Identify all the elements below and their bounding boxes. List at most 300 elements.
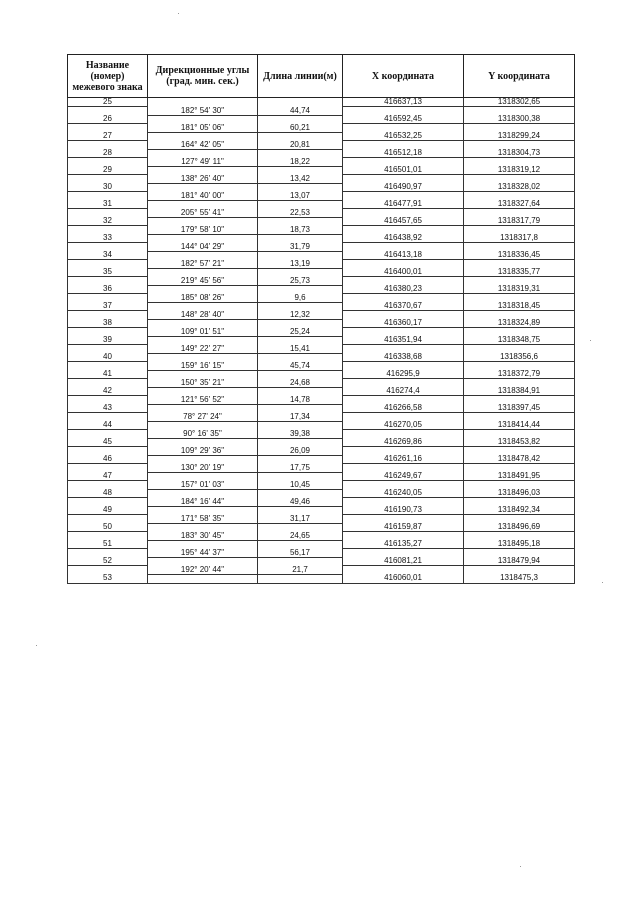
empty-cell <box>68 328 148 337</box>
segment-row <box>68 328 575 337</box>
x-coordinate: 416060,01 <box>343 574 464 583</box>
line-length: 18,73 <box>258 226 343 235</box>
marker-name: 31 <box>68 200 148 209</box>
empty-cell <box>464 107 575 116</box>
marker-name: 33 <box>68 234 148 243</box>
line-length: 13,19 <box>258 260 343 269</box>
x-coordinate: 416190,73 <box>343 506 464 515</box>
empty-cell <box>148 489 258 498</box>
x-coordinate: 416266,58 <box>343 404 464 413</box>
empty-cell <box>68 464 148 473</box>
empty-cell <box>258 183 343 192</box>
empty-cell <box>464 498 575 507</box>
x-coordinate: 416477,91 <box>343 200 464 209</box>
direction-angle: 182° 54' 30" <box>148 107 258 116</box>
marker-name: 41 <box>68 370 148 379</box>
point-row <box>68 574 575 583</box>
direction-angle: 144° 04' 29" <box>148 243 258 252</box>
empty-cell <box>464 430 575 439</box>
x-coordinate: 416249,67 <box>343 472 464 481</box>
direction-angle: 157° 01' 03" <box>148 481 258 490</box>
empty-cell <box>68 158 148 167</box>
empty-cell <box>258 166 343 175</box>
empty-cell <box>343 515 464 524</box>
y-coordinate: 1318356,6 <box>464 353 575 362</box>
empty-cell <box>464 447 575 456</box>
line-length: 20,81 <box>258 141 343 150</box>
y-coordinate: 1318491,95 <box>464 472 575 481</box>
point-row <box>68 200 575 209</box>
direction-angle: 164° 42' 05" <box>148 141 258 150</box>
segment-row <box>68 294 575 303</box>
empty-cell <box>343 464 464 473</box>
empty-cell <box>258 387 343 396</box>
y-coordinate: 1318317,8 <box>464 234 575 243</box>
point-row <box>68 166 575 175</box>
line-length: 44,74 <box>258 107 343 116</box>
scan-speck <box>178 13 179 14</box>
segment-row <box>68 549 575 558</box>
segment-row <box>68 464 575 473</box>
empty-cell <box>68 481 148 490</box>
empty-cell <box>68 413 148 422</box>
x-coordinate: 416400,01 <box>343 268 464 277</box>
empty-cell <box>148 421 258 430</box>
marker-name: 53 <box>68 574 148 583</box>
empty-cell <box>464 379 575 388</box>
empty-cell <box>68 124 148 133</box>
direction-angle: 205° 55' 41" <box>148 209 258 218</box>
line-length: 14,78 <box>258 396 343 405</box>
empty-cell <box>464 260 575 269</box>
line-length: 17,34 <box>258 413 343 422</box>
empty-cell <box>148 217 258 226</box>
y-coordinate: 1318384,91 <box>464 387 575 396</box>
empty-cell <box>258 370 343 379</box>
empty-cell <box>258 540 343 549</box>
point-row <box>68 370 575 379</box>
empty-cell <box>68 277 148 286</box>
x-coordinate: 416240,05 <box>343 489 464 498</box>
empty-cell <box>343 243 464 252</box>
empty-cell <box>343 498 464 507</box>
empty-cell <box>464 413 575 422</box>
point-row <box>68 387 575 396</box>
empty-cell <box>148 285 258 294</box>
y-coordinate: 1318453,82 <box>464 438 575 447</box>
point-row <box>68 132 575 141</box>
direction-angle: 78° 27' 24" <box>148 413 258 422</box>
empty-cell <box>68 396 148 405</box>
empty-cell <box>68 566 148 575</box>
marker-name: 37 <box>68 302 148 311</box>
empty-cell <box>343 362 464 371</box>
empty-cell <box>464 192 575 201</box>
line-length: 25,24 <box>258 328 343 337</box>
empty-cell <box>258 404 343 413</box>
segment-row <box>68 260 575 269</box>
empty-cell <box>68 107 148 116</box>
marker-name: 40 <box>68 353 148 362</box>
y-coordinate: 1318478,42 <box>464 455 575 464</box>
line-length: 26,09 <box>258 447 343 456</box>
segment-row <box>68 175 575 184</box>
empty-cell <box>148 115 258 124</box>
empty-cell <box>68 192 148 201</box>
point-row <box>68 472 575 481</box>
empty-cell <box>148 302 258 311</box>
empty-cell <box>258 574 343 583</box>
direction-angle: 185° 08' 26" <box>148 294 258 303</box>
y-coordinate: 1318324,89 <box>464 319 575 328</box>
empty-cell <box>258 217 343 226</box>
empty-cell <box>258 472 343 481</box>
empty-cell <box>343 124 464 133</box>
empty-cell <box>343 396 464 405</box>
direction-angle: 127° 49' 11" <box>148 158 258 167</box>
point-row <box>68 540 575 549</box>
empty-cell <box>68 430 148 439</box>
empty-cell <box>148 404 258 413</box>
y-coordinate: 1318304,73 <box>464 149 575 158</box>
y-coordinate: 1318327,64 <box>464 200 575 209</box>
empty-cell <box>343 277 464 286</box>
empty-cell <box>258 251 343 260</box>
empty-cell <box>464 209 575 218</box>
empty-cell <box>464 515 575 524</box>
direction-angle: 195° 44' 37" <box>148 549 258 558</box>
empty-cell <box>343 311 464 320</box>
marker-name: 30 <box>68 183 148 192</box>
point-row <box>68 438 575 447</box>
empty-cell <box>148 472 258 481</box>
segment-row <box>68 396 575 405</box>
scan-speck <box>602 582 603 583</box>
segment-row <box>68 362 575 371</box>
line-length: 39,38 <box>258 430 343 439</box>
scan-speck <box>36 645 37 646</box>
empty-cell <box>258 98 343 107</box>
marker-name: 26 <box>68 115 148 124</box>
segment-row <box>68 430 575 439</box>
empty-cell <box>464 141 575 150</box>
marker-name: 27 <box>68 132 148 141</box>
empty-cell <box>68 141 148 150</box>
x-coordinate: 416532,25 <box>343 132 464 141</box>
x-coordinate: 416501,01 <box>343 166 464 175</box>
point-row <box>68 557 575 566</box>
empty-cell <box>258 319 343 328</box>
direction-angle: 182° 57' 21" <box>148 260 258 269</box>
marker-name: 29 <box>68 166 148 175</box>
empty-cell <box>343 158 464 167</box>
empty-cell <box>68 345 148 354</box>
x-coordinate: 416592,45 <box>343 115 464 124</box>
direction-angle: 181° 40' 00" <box>148 192 258 201</box>
marker-name: 35 <box>68 268 148 277</box>
segment-row <box>68 498 575 507</box>
point-row <box>68 115 575 124</box>
x-coordinate: 416081,21 <box>343 557 464 566</box>
line-length: 60,21 <box>258 124 343 133</box>
empty-cell <box>148 353 258 362</box>
direction-angle: 149° 22' 27" <box>148 345 258 354</box>
empty-cell <box>148 166 258 175</box>
x-coordinate: 416274,4 <box>343 387 464 396</box>
line-length: 56,17 <box>258 549 343 558</box>
segment-row <box>68 243 575 252</box>
empty-cell <box>343 328 464 337</box>
table-header-row <box>68 55 575 98</box>
segment-row <box>68 277 575 286</box>
line-length: 22,53 <box>258 209 343 218</box>
header-marker-name: Название (номер) межевого знака <box>68 55 148 98</box>
line-length: 17,75 <box>258 464 343 473</box>
y-coordinate: 1318318,45 <box>464 302 575 311</box>
x-coordinate: 416438,92 <box>343 234 464 243</box>
y-coordinate: 1318414,44 <box>464 421 575 430</box>
segment-row <box>68 311 575 320</box>
point-row <box>68 268 575 277</box>
empty-cell <box>148 540 258 549</box>
point-row <box>68 98 575 107</box>
empty-cell <box>148 200 258 209</box>
line-length: 12,32 <box>258 311 343 320</box>
empty-cell <box>258 285 343 294</box>
empty-cell <box>148 370 258 379</box>
scan-speck <box>590 340 591 341</box>
point-row <box>68 455 575 464</box>
empty-cell <box>464 345 575 354</box>
empty-cell <box>464 328 575 337</box>
marker-name: 42 <box>68 387 148 396</box>
y-coordinate: 1318475,3 <box>464 574 575 583</box>
point-row <box>68 251 575 260</box>
empty-cell <box>68 498 148 507</box>
y-coordinate: 1318496,69 <box>464 523 575 532</box>
line-length: 31,17 <box>258 515 343 524</box>
empty-cell <box>258 438 343 447</box>
empty-cell <box>343 226 464 235</box>
x-coordinate: 416159,87 <box>343 523 464 532</box>
empty-cell <box>464 226 575 235</box>
empty-cell <box>258 149 343 158</box>
empty-cell <box>258 455 343 464</box>
empty-cell <box>343 209 464 218</box>
segment-row <box>68 107 575 116</box>
header-direction-angle: Дирекционные углы (град. мин. сек.) <box>148 55 258 98</box>
line-length: 49,46 <box>258 498 343 507</box>
empty-cell <box>148 98 258 107</box>
empty-cell <box>343 107 464 116</box>
empty-cell <box>148 557 258 566</box>
empty-cell <box>68 549 148 558</box>
y-coordinate: 1318397,45 <box>464 404 575 413</box>
point-row <box>68 421 575 430</box>
empty-cell <box>258 353 343 362</box>
marker-name: 51 <box>68 540 148 549</box>
x-coordinate: 416261,16 <box>343 455 464 464</box>
marker-name: 49 <box>68 506 148 515</box>
direction-angle: 184° 16' 44" <box>148 498 258 507</box>
empty-cell <box>464 566 575 575</box>
table-body <box>68 98 575 584</box>
empty-cell <box>464 532 575 541</box>
line-length: 21,7 <box>258 566 343 575</box>
empty-cell <box>343 141 464 150</box>
direction-angle: 138° 26' 40" <box>148 175 258 184</box>
empty-cell <box>343 549 464 558</box>
empty-cell <box>258 302 343 311</box>
empty-cell <box>343 481 464 490</box>
boundary-coordinates-table <box>67 54 575 584</box>
empty-cell <box>464 243 575 252</box>
y-coordinate: 1318335,77 <box>464 268 575 277</box>
empty-cell <box>148 336 258 345</box>
header-x-coordinate: X координата <box>343 55 464 98</box>
marker-name: 50 <box>68 523 148 532</box>
y-coordinate: 1318336,45 <box>464 251 575 260</box>
point-row <box>68 149 575 158</box>
empty-cell <box>148 387 258 396</box>
point-row <box>68 523 575 532</box>
line-length: 24,65 <box>258 532 343 541</box>
empty-cell <box>464 277 575 286</box>
empty-cell <box>68 260 148 269</box>
point-row <box>68 302 575 311</box>
empty-cell <box>258 489 343 498</box>
empty-cell <box>68 447 148 456</box>
empty-cell <box>258 200 343 209</box>
empty-cell <box>148 132 258 141</box>
empty-cell <box>148 438 258 447</box>
y-coordinate: 1318319,31 <box>464 285 575 294</box>
marker-name: 47 <box>68 472 148 481</box>
segment-row <box>68 158 575 167</box>
segment-row <box>68 141 575 150</box>
segment-row <box>68 192 575 201</box>
y-coordinate: 1318328,02 <box>464 183 575 192</box>
point-row <box>68 319 575 328</box>
x-coordinate: 416380,23 <box>343 285 464 294</box>
x-coordinate: 416457,65 <box>343 217 464 226</box>
scan-speck <box>520 866 521 867</box>
direction-angle: 219° 45' 56" <box>148 277 258 286</box>
empty-cell <box>68 226 148 235</box>
empty-cell <box>148 234 258 243</box>
y-coordinate: 1318299,24 <box>464 132 575 141</box>
line-length: 9,6 <box>258 294 343 303</box>
empty-cell <box>343 175 464 184</box>
marker-name: 45 <box>68 438 148 447</box>
empty-cell <box>343 532 464 541</box>
line-length: 31,79 <box>258 243 343 252</box>
direction-angle: 179° 58' 10" <box>148 226 258 235</box>
segment-row <box>68 532 575 541</box>
direction-angle: 109° 29' 36" <box>148 447 258 456</box>
direction-angle: 90° 16' 35" <box>148 430 258 439</box>
empty-cell <box>343 447 464 456</box>
line-length: 25,73 <box>258 277 343 286</box>
y-coordinate: 1318300,38 <box>464 115 575 124</box>
empty-cell <box>148 506 258 515</box>
empty-cell <box>148 251 258 260</box>
point-row <box>68 506 575 515</box>
empty-cell <box>148 455 258 464</box>
empty-cell <box>68 243 148 252</box>
empty-cell <box>343 379 464 388</box>
segment-row <box>68 124 575 133</box>
x-coordinate: 416413,18 <box>343 251 464 260</box>
empty-cell <box>258 523 343 532</box>
empty-cell <box>258 132 343 141</box>
x-coordinate: 416360,17 <box>343 319 464 328</box>
y-coordinate: 1318495,18 <box>464 540 575 549</box>
segment-row <box>68 447 575 456</box>
segment-row <box>68 209 575 218</box>
y-coordinate: 1318317,79 <box>464 217 575 226</box>
empty-cell <box>148 319 258 328</box>
point-row <box>68 353 575 362</box>
empty-cell <box>258 336 343 345</box>
empty-cell <box>343 430 464 439</box>
empty-cell <box>68 175 148 184</box>
empty-cell <box>343 566 464 575</box>
x-coordinate: 416370,67 <box>343 302 464 311</box>
line-length: 45,74 <box>258 362 343 371</box>
empty-cell <box>464 294 575 303</box>
empty-cell <box>343 413 464 422</box>
empty-cell <box>148 149 258 158</box>
empty-cell <box>464 464 575 473</box>
x-coordinate: 416490,97 <box>343 183 464 192</box>
marker-name: 52 <box>68 557 148 566</box>
point-row <box>68 489 575 498</box>
x-coordinate: 416270,05 <box>343 421 464 430</box>
direction-angle: 183° 30' 45" <box>148 532 258 541</box>
marker-name: 39 <box>68 336 148 345</box>
empty-cell <box>68 515 148 524</box>
x-coordinate: 416338,68 <box>343 353 464 362</box>
line-length: 13,42 <box>258 175 343 184</box>
empty-cell <box>464 362 575 371</box>
line-length: 24,68 <box>258 379 343 388</box>
segment-row <box>68 566 575 575</box>
empty-cell <box>258 421 343 430</box>
empty-cell <box>258 268 343 277</box>
x-coordinate: 416351,94 <box>343 336 464 345</box>
x-coordinate: 416512,18 <box>343 149 464 158</box>
segment-row <box>68 345 575 354</box>
y-coordinate: 1318348,75 <box>464 336 575 345</box>
line-length: 18,22 <box>258 158 343 167</box>
point-row <box>68 404 575 413</box>
empty-cell <box>464 158 575 167</box>
y-coordinate: 1318372,79 <box>464 370 575 379</box>
point-row <box>68 183 575 192</box>
empty-cell <box>343 260 464 269</box>
empty-cell <box>464 124 575 133</box>
empty-cell <box>464 481 575 490</box>
segment-row <box>68 226 575 235</box>
header-line-length: Длина линии(м) <box>258 55 343 98</box>
marker-name: 25 <box>68 98 148 107</box>
header-y-coordinate: Y координата <box>464 55 575 98</box>
empty-cell <box>68 532 148 541</box>
marker-name: 46 <box>68 455 148 464</box>
line-length: 15,41 <box>258 345 343 354</box>
empty-cell <box>343 192 464 201</box>
